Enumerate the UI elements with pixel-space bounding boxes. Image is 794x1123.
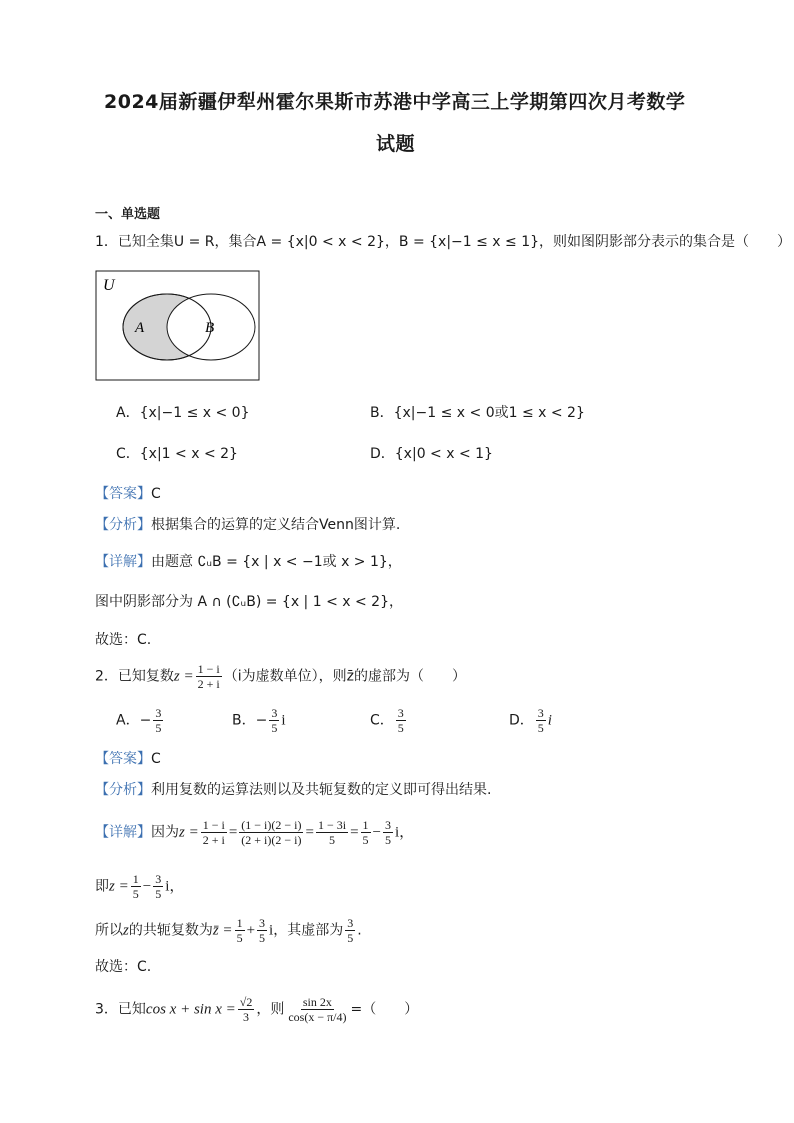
venn-label-u: U <box>103 277 115 294</box>
q1-option-b: B．{x|−1 ≤ x < 0或1 ≤ x < 2} <box>370 405 585 421</box>
q2-detail-3: 所以z的共轭复数为z̄ = $\frac{1}{5}$ + $\frac{3}{5}$ i，其虚部为 $\frac{3}{5}$ . <box>95 916 362 945</box>
page-title-line2: 试题 <box>376 133 416 155</box>
q2-z: z = <box>173 668 194 685</box>
q2-option-b: B．− $\frac{3}{5}$ i <box>232 706 286 735</box>
q1-option-d: D．{x|0 < x < 1} <box>370 446 493 462</box>
q1-detail-1 <box>95 552 402 572</box>
q1-option-c: C．{x|1 < x < 2} <box>116 446 238 462</box>
venn-diagram <box>95 270 261 382</box>
q2-fraction: $\frac{1 - i}{2 + i}$ <box>197 662 220 691</box>
section-heading: 一、单选题 <box>95 207 161 222</box>
q2-analysis: 【分析】利用复数的运算法则以及共轭复数的定义即可得出结果. <box>95 782 492 798</box>
detail-text: 由题意 ∁ᵤB = {x | x < −1或 x > 1}， <box>151 554 402 570</box>
q2-option-c: C． $\frac{3}{5}$ <box>370 706 404 735</box>
venn-label-b: B <box>205 320 215 336</box>
q2-option-d: D． $\frac{3}{5}$ i <box>509 706 552 735</box>
q1-answer <box>95 484 161 504</box>
q2-detail-1: 【详解】因为z = $\frac{1 - i}{2 + i}$ = $\frac{(1 - i)(2 - i)}{(2 + i)(2 - i)}$ = $\frac{1 - 3i}{5}$ = $\frac{1}{5}$ − $\frac{3}{5}$ i， <box>95 818 415 847</box>
q1-detail-2: 图中阴影部分为 A ∩ (∁ᵤB) = {x | 1 < x < 2}， <box>95 594 403 610</box>
q1-stem: 1．已知全集U = R，集合A = {x|0 < x < 2}，B = {x|−1 ≤ x ≤ 1}，则如图阴影部分表示的集合是（ ） <box>95 234 792 250</box>
venn-label-a: A <box>135 320 145 336</box>
q1-detail-3: 故选：C. <box>95 632 152 648</box>
q2-stem <box>95 662 466 691</box>
analysis-tag: 【分析】 <box>95 517 151 533</box>
answer-value: C <box>151 486 161 502</box>
detail-tag: 【详解】 <box>95 554 151 570</box>
q2-choose: 故选：C. <box>95 959 152 975</box>
q2-answer: 【答案】C <box>95 751 161 767</box>
q1-option-a: A．{x|−1 ≤ x < 0} <box>116 405 250 421</box>
q2-prefix: 2．已知复数 <box>95 668 174 685</box>
q2-option-a: A．− $\frac{3}{5}$ <box>116 706 162 735</box>
q1-analysis <box>95 515 400 535</box>
q3-stem: 3．已知cos x + sin x = $\frac{√2}{3}$ ，则 $\frac{\sin 2x}{\cos(x - \pi/4)}$ =（ ） <box>95 995 419 1024</box>
analysis-text: 根据集合的运算的定义结合Venn图计算. <box>151 517 401 533</box>
q2-suffix: （i为虚数单位），则z̄的虚部为（ ） <box>223 668 466 685</box>
answer-tag: 【答案】 <box>95 486 151 502</box>
q2-detail-2: 即z = $\frac{1}{5}$ − $\frac{3}{5}$ i， <box>95 872 185 901</box>
page-title-line1: 2024届新疆伊犁州霍尔果斯市苏港中学高三上学期第四次月考数学 <box>104 91 686 113</box>
